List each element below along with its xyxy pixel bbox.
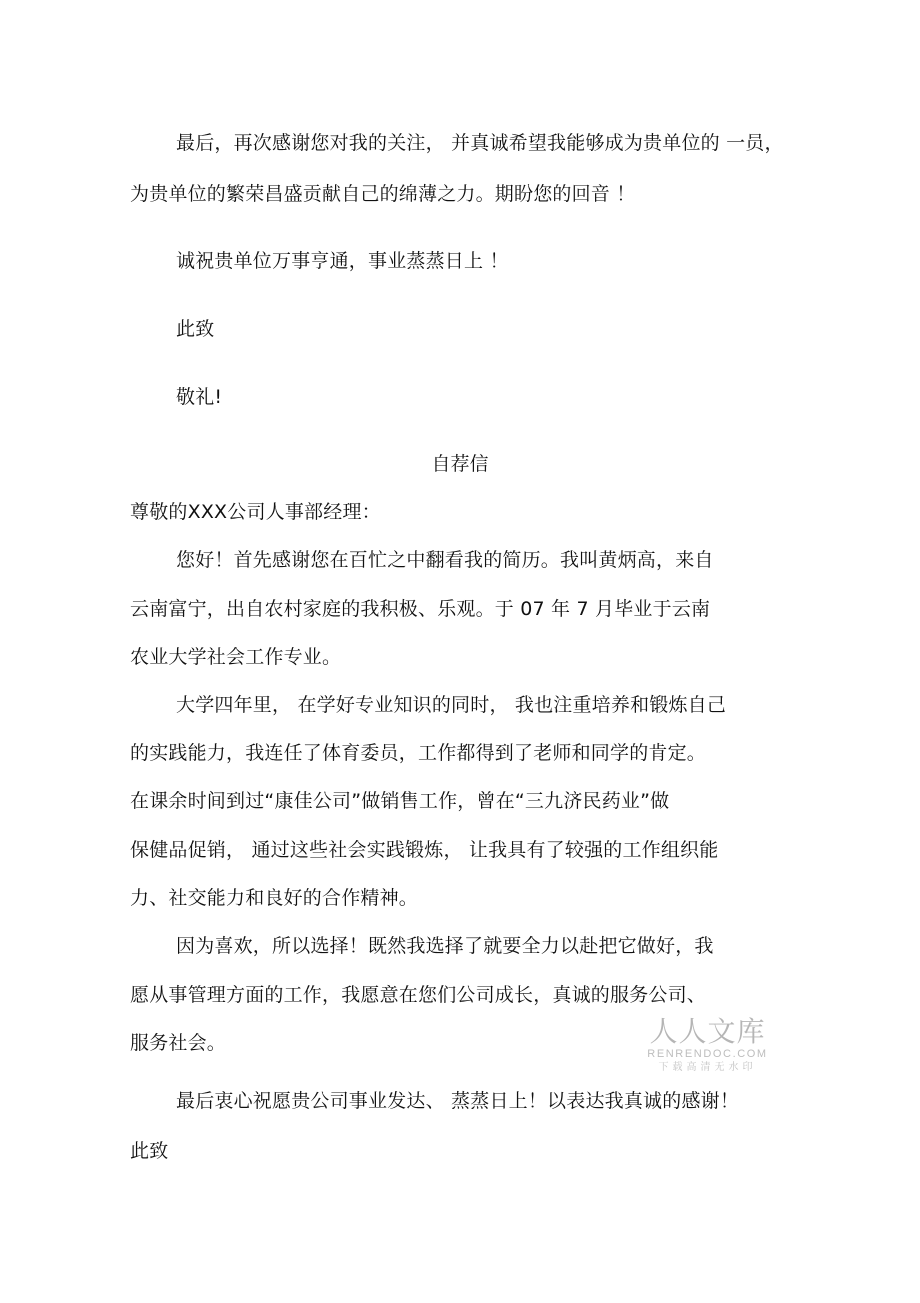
- paragraph-4-line-1: 最后衷心祝愿贵公司事业发达、 蒸蒸日上！以表达我真诚的感谢！: [176, 1090, 740, 1112]
- paragraph-1-line-2: 云南富宁，出自农村家庭的我积极、乐观。于 07 年 7 月毕业于云南: [130, 598, 711, 620]
- paragraph-3-line-2: 愿从事管理方面的工作，我愿意在您们公司成长，真诚的服务公司、: [130, 984, 707, 1006]
- salutation-line: 此致: [176, 318, 215, 340]
- wish-line: 诚祝贵单位万事亨通，事业蒸蒸日上 ！: [176, 250, 509, 272]
- paragraph-2-line-1: 大学四年里， 在学好专业知识的同时， 我也注重培养和锻炼自己: [176, 694, 727, 716]
- letter-title: 自荐信: [431, 453, 489, 475]
- watermark-tagline: 下载高清无水印: [658, 1062, 757, 1073]
- paragraph-1-line-3: 农业大学社会工作专业。: [130, 646, 342, 668]
- letter-greeting: 尊敬的XXX公司人事部经理：: [130, 501, 381, 523]
- paragraph-1-line-1: 您好！首先感谢您在百忙之中翻看我的简历。我叫黄炳高，来自: [176, 549, 714, 571]
- letter-closing: 此致: [130, 1140, 169, 1162]
- paragraph-2-line-3: 在课余时间到过“康佳公司”做销售工作，曾在“三九济民药业”做: [130, 790, 670, 812]
- watermark-url: RENRENDOC.COM: [647, 1048, 768, 1060]
- paragraph-2-line-5: 力、社交能力和良好的合作精神。: [130, 887, 419, 909]
- paragraph-2-line-4: 保健品促销， 通过这些社会实践锻炼， 让我具有了较强的工作组织能: [130, 839, 719, 861]
- watermark-brand: 人人文库: [649, 1015, 766, 1048]
- regards-line: 敬礼!: [176, 386, 223, 408]
- paragraph-2-line-2: 的实践能力，我连任了体育委员，工作都得到了老师和同学的肯定。: [130, 742, 707, 764]
- paragraph-3-line-1: 因为喜欢，所以选择！既然我选择了就要全力以赴把它做好，我: [176, 935, 714, 957]
- paragraph-3-line-3: 服务社会。: [130, 1032, 227, 1054]
- closing-paragraph-line-1: 最后，再次感谢您对我的关注， 并真诚希望我能够成为贵单位的 一员，: [176, 132, 784, 154]
- watermark: [640, 1016, 775, 1075]
- closing-paragraph-line-2: 为贵单位的繁荣昌盛贡献自己的绵薄之力。期盼您的回音 ！: [130, 183, 636, 205]
